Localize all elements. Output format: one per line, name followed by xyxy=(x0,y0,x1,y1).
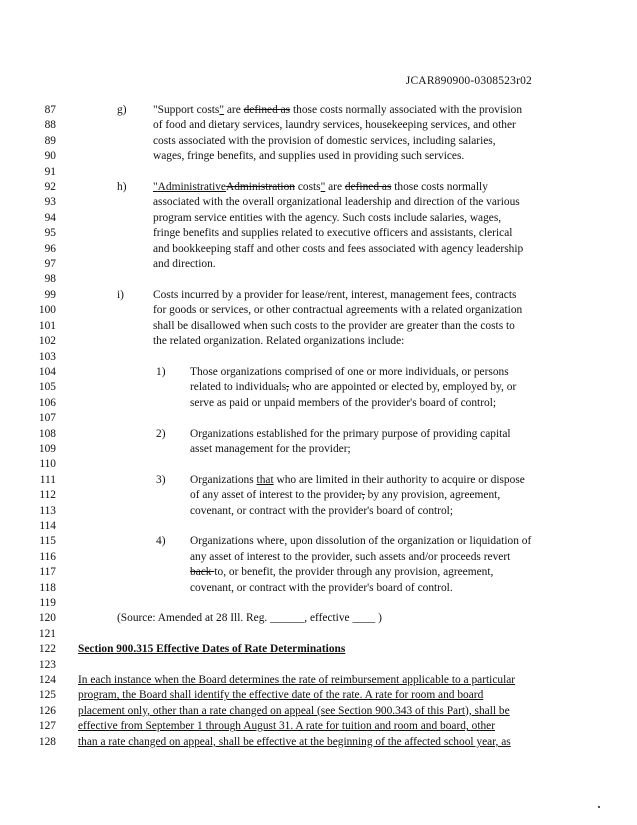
document-line xyxy=(0,658,637,673)
underlined-text: program, the Board shall identify the effective date of the rate. A rate for room and board xyxy=(78,689,484,702)
text-run: are xyxy=(325,181,345,194)
line-text xyxy=(78,704,510,719)
scan-speck xyxy=(598,806,600,808)
line-number: 88 xyxy=(44,119,56,132)
document-line xyxy=(0,118,637,133)
line-text xyxy=(190,581,453,596)
text-run: those costs normally associated with the provision xyxy=(290,104,523,116)
line-text xyxy=(153,226,512,241)
text-run: are xyxy=(224,104,244,116)
underlined-text: Administrative xyxy=(157,181,226,194)
document-line xyxy=(0,288,637,303)
item-label: h) xyxy=(117,181,127,194)
line-number: 122 xyxy=(38,643,56,656)
text-run: of any asset of interest to the provider xyxy=(190,489,362,502)
line-text xyxy=(78,642,345,657)
line-number: 95 xyxy=(44,227,56,240)
line-text xyxy=(153,195,520,210)
document-line xyxy=(0,688,637,703)
text-run: shall be disallowed when such costs to the provider are greater than the costs to xyxy=(153,319,515,332)
line-text xyxy=(153,288,516,303)
underlined-text: than a rate changed on appeal, shall be effective at the beginning of the affected school year, as xyxy=(78,735,511,748)
line-text xyxy=(153,180,488,195)
line-number: 110 xyxy=(39,458,56,471)
line-number: 94 xyxy=(44,211,56,224)
underlined-text: " xyxy=(153,181,158,194)
document-line xyxy=(0,303,637,318)
text-run: those costs normally xyxy=(391,181,488,194)
line-text xyxy=(153,334,404,349)
line-text xyxy=(153,103,522,118)
struck-text: , xyxy=(361,489,365,502)
line-number: 111 xyxy=(39,473,56,486)
line-number: 87 xyxy=(44,104,56,116)
underlined-text: placement only, other than a rate changed on appeal (see Section 900.343 of this Part), shall be xyxy=(78,704,510,717)
document-line xyxy=(0,180,637,195)
line-number: 115 xyxy=(39,535,56,548)
document-line xyxy=(0,134,637,149)
document-line xyxy=(0,165,637,180)
document-line xyxy=(0,457,637,472)
document-line xyxy=(0,380,637,395)
document-line xyxy=(0,334,637,349)
document-line xyxy=(0,411,637,426)
text-run: wages, fringe benefits, and supplies used in providing such services. xyxy=(153,150,465,163)
document-line xyxy=(0,534,637,549)
document-line xyxy=(0,211,637,226)
text-run: covenant, or contract with the provider's board of control; xyxy=(190,504,454,517)
document-line xyxy=(0,396,637,411)
text-run: "Support costs xyxy=(153,104,220,116)
underlined-text: that xyxy=(256,473,274,486)
line-text xyxy=(153,118,516,133)
line-number: 100 xyxy=(38,304,56,317)
line-number: 91 xyxy=(44,165,56,178)
line-text xyxy=(190,473,525,488)
line-number: 118 xyxy=(39,581,56,594)
line-number: 93 xyxy=(44,196,56,209)
line-number: 104 xyxy=(38,365,56,378)
document-line xyxy=(0,596,637,611)
item-label: 3) xyxy=(156,473,166,486)
line-number: 116 xyxy=(39,550,56,563)
line-text xyxy=(78,719,495,734)
document-line xyxy=(0,350,637,365)
line-number: 120 xyxy=(38,612,56,625)
document-line xyxy=(0,581,637,596)
item-label: i) xyxy=(117,288,124,301)
line-text xyxy=(190,396,496,411)
text-run: of food and dietary services, laundry services, housekeeping services, and other xyxy=(153,119,516,132)
line-number: 105 xyxy=(38,381,56,394)
struck-text: defined as xyxy=(344,181,392,194)
text-run: Organizations where, upon dissolution of the organization or liquidation of xyxy=(190,535,532,548)
document-line xyxy=(0,272,637,287)
struck-text: Administration xyxy=(226,181,295,194)
line-text xyxy=(153,242,523,257)
document-line xyxy=(0,550,637,565)
document-line xyxy=(0,365,637,380)
document-line xyxy=(0,719,637,734)
line-text xyxy=(190,534,531,549)
line-number: 107 xyxy=(38,412,56,425)
document-line xyxy=(0,242,637,257)
line-number: 101 xyxy=(38,319,56,332)
text-run: related to individuals xyxy=(190,381,287,394)
line-number: 97 xyxy=(44,258,56,271)
text-run: fringe benefits and supplies related to executive officers and assistants, clerical xyxy=(153,227,513,240)
text-run: Organizations established for the primary purpose of providing capital xyxy=(190,427,511,440)
text-run: the related organization. Related organizations include: xyxy=(153,335,405,348)
line-text xyxy=(153,303,522,318)
line-text xyxy=(190,565,493,580)
item-label: 1) xyxy=(156,365,166,378)
line-number: 92 xyxy=(44,181,56,194)
line-number: 117 xyxy=(39,566,56,579)
line-number: 124 xyxy=(38,674,56,687)
text-run: (Source: Amended at 28 Ill. Reg. ______, effective ____ ) xyxy=(117,612,382,625)
document-line xyxy=(0,611,637,626)
document-line xyxy=(0,735,637,750)
struck-text: defined as xyxy=(243,104,291,116)
line-number: 89 xyxy=(44,134,56,147)
line-number: 112 xyxy=(39,489,56,502)
document-line xyxy=(0,427,637,442)
underlined-text: effective from September 1 through August 31. A rate for tuition and room and board, other xyxy=(78,720,496,733)
text-run: Costs incurred by a provider for lease/rent, interest, management fees, contracts xyxy=(153,288,517,301)
text-run: who are limited in their authority to acquire or dispose xyxy=(273,473,525,486)
line-number: 96 xyxy=(44,242,56,255)
line-text xyxy=(78,673,515,688)
line-text xyxy=(190,488,500,503)
line-number: 106 xyxy=(38,396,56,409)
item-label: 2) xyxy=(156,427,166,440)
document-line xyxy=(0,195,637,210)
document-id: JCAR890900-0308523r02 xyxy=(405,75,532,87)
line-number: 125 xyxy=(38,689,56,702)
document-line xyxy=(0,257,637,272)
text-run: program service entities with the agency. Such costs include salaries, wages, xyxy=(153,211,502,224)
line-text xyxy=(190,427,511,442)
item-label: g) xyxy=(117,104,127,116)
line-number: 123 xyxy=(38,658,56,671)
document-line xyxy=(0,704,637,719)
line-text xyxy=(78,735,511,750)
line-text xyxy=(153,257,216,272)
document-line xyxy=(0,488,637,503)
document-line xyxy=(0,519,637,534)
line-text xyxy=(153,211,501,226)
line-number: 127 xyxy=(38,720,56,733)
line-number: 119 xyxy=(39,597,56,609)
text-run: and bookkeeping staff and other costs and fees associated with agency leadership xyxy=(153,242,524,255)
line-text xyxy=(190,442,351,457)
text-run: associated with the overall organizational leadership and direction of the various xyxy=(153,196,520,209)
struck-text: , xyxy=(286,381,290,394)
line-text xyxy=(190,380,516,395)
document-line xyxy=(0,504,637,519)
text-run: Those organizations comprised of one or more individuals, or persons xyxy=(190,365,509,378)
line-number: 126 xyxy=(38,704,56,717)
text-run: costs xyxy=(294,181,321,194)
text-run: for goods or services, or other contractual agreements with a related organization xyxy=(153,304,523,317)
line-number: 108 xyxy=(38,427,56,440)
text-run: to, or benefit, the provider through any provision, agreement, xyxy=(214,566,494,579)
line-number: 98 xyxy=(44,273,56,286)
document-line xyxy=(0,565,637,580)
line-text xyxy=(153,149,464,164)
text-run: any asset of interest to the provider, such assets and/or proceeds revert xyxy=(190,550,511,563)
document-line xyxy=(0,103,637,118)
document-line xyxy=(0,149,637,164)
line-text xyxy=(190,504,453,519)
line-number: 90 xyxy=(44,150,56,163)
document-line xyxy=(0,319,637,334)
underlined-text: Section 900.315 Effective Dates of Rate Determinations xyxy=(78,643,346,656)
line-number: 114 xyxy=(39,519,56,532)
line-text xyxy=(153,134,496,149)
document-line xyxy=(0,226,637,241)
line-text xyxy=(190,365,509,380)
text-run: serve as paid or unpaid members of the provider's board of control; xyxy=(190,396,497,409)
line-number: 102 xyxy=(38,335,56,348)
text-run: covenant, or contract with the provider's board of control. xyxy=(190,581,453,594)
line-text xyxy=(117,611,382,626)
underlined-text: In each instance when the Board determines the rate of reimbursement applicable to a particular xyxy=(78,674,516,687)
struck-text: back xyxy=(190,566,215,579)
underlined-text: " xyxy=(320,181,326,194)
document-line xyxy=(0,627,637,642)
document-line xyxy=(0,473,637,488)
line-number: 103 xyxy=(38,350,56,363)
line-number: 121 xyxy=(38,627,56,640)
line-number: 109 xyxy=(38,442,56,455)
text-run: asset management for the provider; xyxy=(190,442,351,455)
line-number: 113 xyxy=(39,504,56,517)
text-run: costs associated with the provision of domestic services, including salaries, xyxy=(153,134,496,147)
line-text xyxy=(190,550,510,565)
line-number: 99 xyxy=(44,288,56,301)
text-run: and direction. xyxy=(153,258,216,271)
item-label: 4) xyxy=(156,535,166,548)
text-run: by any provision, agreement, xyxy=(364,489,501,502)
document-line xyxy=(0,442,637,457)
line-text xyxy=(78,688,483,703)
line-number: 128 xyxy=(38,735,56,748)
document-line xyxy=(0,642,637,657)
line-text xyxy=(153,319,515,334)
text-run: Organizations xyxy=(190,473,257,486)
underlined-text: " xyxy=(219,104,225,116)
document-line xyxy=(0,673,637,688)
numbered-lines xyxy=(0,103,637,750)
text-run: who are appointed or elected by, employed by, or xyxy=(289,381,517,394)
